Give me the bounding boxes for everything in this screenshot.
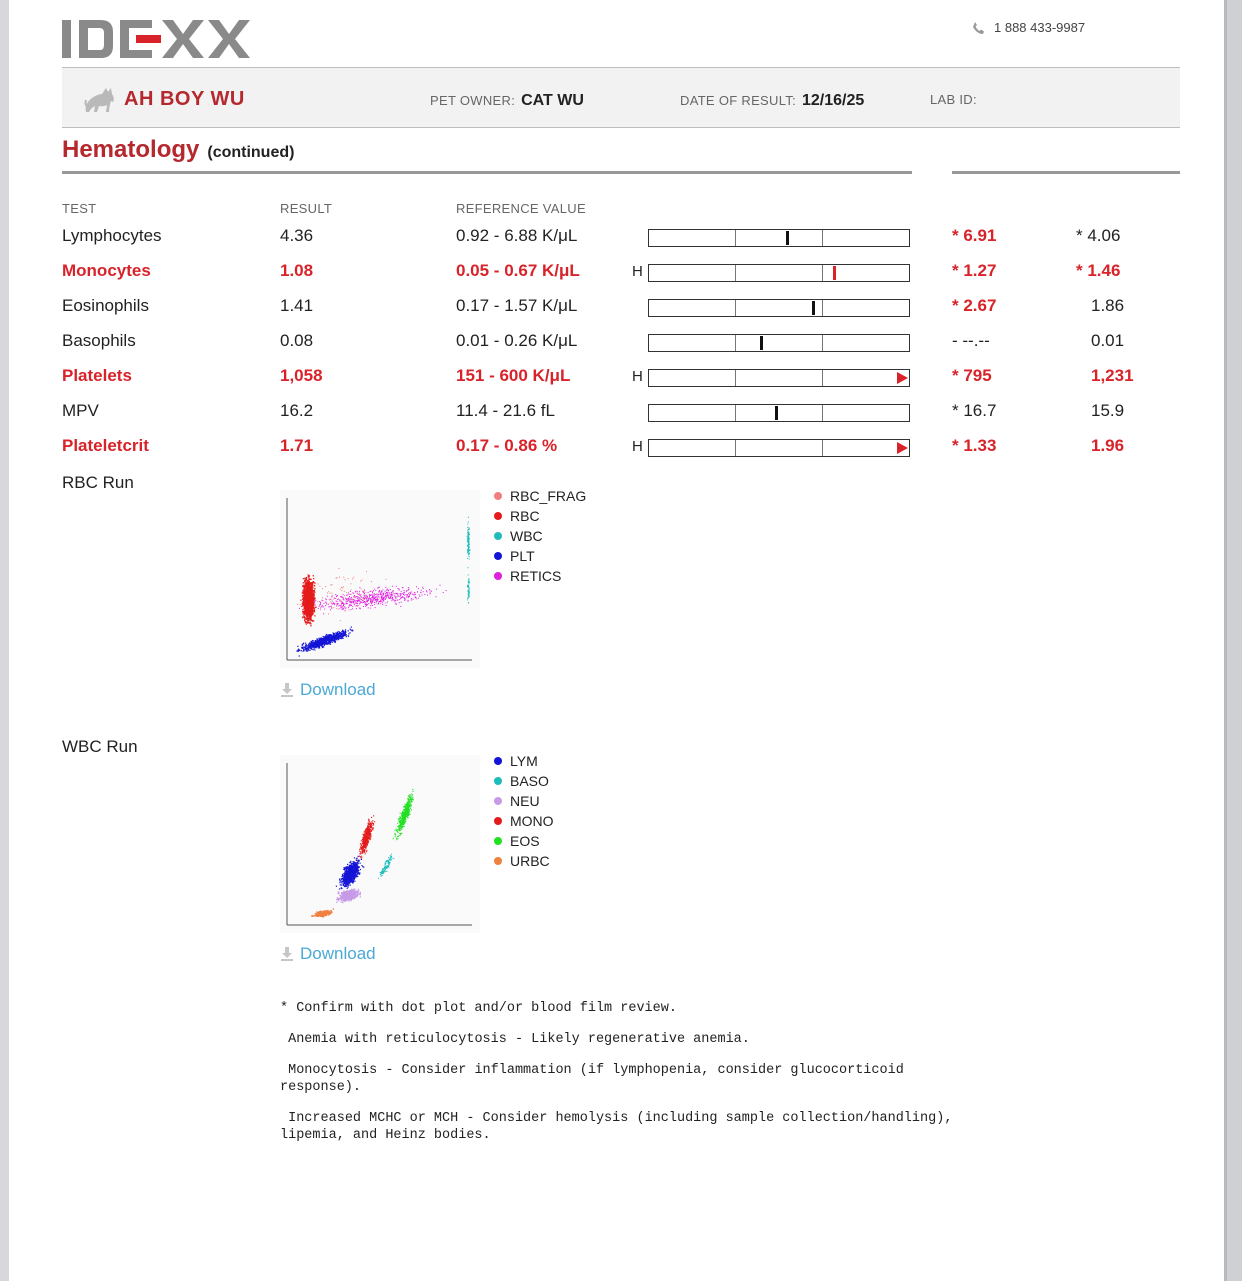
range-bar: [648, 229, 910, 247]
legend-label: RETICS: [510, 568, 562, 584]
column-header-test: TEST: [62, 201, 97, 216]
legend-dot-icon: [494, 492, 502, 500]
date-of-result: [680, 92, 864, 110]
reference-range: 11.4 - 21.6 fL: [456, 401, 555, 420]
result-value: 1.08: [280, 261, 314, 280]
result-marker: [760, 336, 763, 350]
history-value-2: 1.86: [1091, 296, 1125, 315]
legend-dot-icon: [494, 837, 502, 845]
table-row: [0, 325, 1242, 360]
phone-contact[interactable]: [972, 20, 1085, 35]
note-monocytosis: Monocytosis - Consider inflammation (if lymphopenia, consider glucocorticoid response).: [280, 1063, 912, 1095]
history-value-1: * 795: [952, 366, 992, 385]
result-value: 1,058: [280, 366, 323, 385]
legend-item: [494, 751, 554, 771]
note-confirm: * Confirm with dot plot and/or blood film review.: [280, 1001, 677, 1016]
history-value-1: * 1.33: [952, 436, 997, 455]
legend-label: PLT: [510, 548, 535, 564]
table-row: [0, 290, 1242, 325]
legend-label: NEU: [510, 793, 540, 809]
patient-name: AH BOY WU: [124, 88, 245, 110]
patient-info-bar: [62, 67, 1180, 128]
history-value-1: * 16.7: [952, 401, 997, 420]
range-divider: [822, 265, 823, 281]
wbc-legend: [494, 751, 554, 871]
cat-icon: [82, 82, 118, 114]
wbc-dot-plot: [280, 755, 480, 933]
legend-item: [494, 791, 554, 811]
legend-item: [494, 546, 586, 566]
table-row: [0, 255, 1242, 290]
legend-item: [494, 526, 586, 546]
legend-dot-icon: [494, 777, 502, 785]
reference-range: 0.17 - 1.57 K/μL: [456, 296, 578, 315]
rbc-download-link[interactable]: [280, 680, 376, 700]
reference-range: 0.01 - 0.26 K/μL: [456, 331, 578, 350]
reference-range: 0.05 - 0.67 K/μL: [456, 261, 580, 280]
interpretation-notes: [280, 1000, 960, 1158]
legend-item: [494, 566, 586, 586]
legend-label: URBC: [510, 853, 550, 869]
test-name: Monocytes: [62, 261, 151, 280]
range-divider: [735, 300, 736, 316]
history-value-1: * 1.27: [952, 261, 997, 280]
result-marker: [775, 406, 778, 420]
high-flag: H: [632, 368, 643, 385]
rbc-legend: [494, 486, 586, 586]
download-icon: [280, 682, 294, 698]
column-header-result: RESULT: [280, 201, 333, 216]
history-value-2: 1,231: [1091, 366, 1134, 385]
idexx-logo: [62, 20, 258, 60]
range-bar: [648, 264, 910, 282]
range-divider: [735, 335, 736, 351]
range-divider: [822, 370, 823, 386]
legend-item: [494, 831, 554, 851]
pet-owner: [430, 92, 584, 110]
result-marker: [786, 231, 789, 245]
history-value-2: * 4.06: [1076, 226, 1121, 245]
legend-item: [494, 771, 554, 791]
result-marker: [812, 301, 815, 315]
reference-range: 0.92 - 6.88 K/μL: [456, 226, 578, 245]
legend-dot-icon: [494, 857, 502, 865]
legend-item: [494, 811, 554, 831]
lab-id-label: LAB ID:: [930, 92, 977, 107]
pet-owner-value: CAT WU: [521, 92, 584, 109]
range-divider: [735, 405, 736, 421]
wbc-download-label: Download: [300, 944, 376, 963]
range-divider: [735, 370, 736, 386]
legend-label: RBC_FRAG: [510, 488, 587, 504]
legend-item: [494, 851, 554, 871]
result-value: 4.36: [280, 226, 314, 245]
phone-number: 1 888 433-9987: [994, 20, 1086, 35]
range-bar: [648, 369, 910, 387]
legend-label: MONO: [510, 813, 554, 829]
history-value-2: 15.9: [1091, 401, 1125, 420]
test-name: Basophils: [62, 331, 136, 350]
range-divider: [735, 230, 736, 246]
history-value-2: 0.01: [1091, 331, 1125, 350]
rbc-dot-plot: [280, 490, 480, 668]
table-row: [0, 360, 1242, 395]
legend-dot-icon: [494, 797, 502, 805]
section-divider: [62, 171, 912, 174]
result-marker: [833, 266, 836, 280]
history-value-1: * 2.67: [952, 296, 997, 315]
history-value-1: - --.--: [952, 331, 990, 350]
range-divider: [735, 265, 736, 281]
history-divider: [952, 171, 1180, 174]
legend-dot-icon: [494, 572, 502, 580]
wbc-download-link[interactable]: [280, 944, 376, 964]
range-bar: [648, 439, 910, 457]
legend-dot-icon: [494, 512, 502, 520]
lab-id: [930, 92, 977, 107]
range-divider: [822, 440, 823, 456]
page-scrollbar[interactable]: [1224, 0, 1242, 1281]
result-value: 0.08: [280, 331, 314, 350]
legend-label: LYM: [510, 753, 538, 769]
test-name: Platelets: [62, 366, 132, 385]
legend-dot-icon: [494, 552, 502, 560]
phone-icon: [972, 21, 986, 35]
legend-item: [494, 486, 586, 506]
rbc-run-label: RBC Run: [62, 473, 134, 492]
test-name: Plateletcrit: [62, 436, 149, 455]
high-flag: H: [632, 263, 643, 280]
note-mchc: Increased MCHC or MCH - Consider hemolysis (including sample collection/handling), lipemia, and Heinz bodies.: [280, 1111, 961, 1143]
range-divider: [822, 335, 823, 351]
reference-range: 151 - 600 K/μL: [456, 366, 571, 385]
range-bar: [648, 299, 910, 317]
result-value: 1.41: [280, 296, 314, 315]
range-bar: [648, 334, 910, 352]
test-name: MPV: [62, 401, 99, 420]
date-label: DATE OF RESULT:: [680, 93, 796, 108]
legend-label: RBC: [510, 508, 540, 524]
note-anemia: Anemia with reticulocytosis - Likely regenerative anemia.: [280, 1032, 750, 1047]
range-divider: [822, 405, 823, 421]
result-value: 1.71: [280, 436, 314, 455]
out-of-range-arrow-icon: [897, 372, 908, 384]
rbc-download-label: Download: [300, 680, 376, 699]
column-header-reference: REFERENCE VALUE: [456, 201, 586, 216]
result-value: 16.2: [280, 401, 314, 420]
legend-dot-icon: [494, 817, 502, 825]
range-divider: [822, 230, 823, 246]
wbc-run-label: WBC Run: [62, 737, 138, 756]
legend-label: EOS: [510, 833, 540, 849]
high-flag: H: [632, 438, 643, 455]
out-of-range-arrow-icon: [897, 442, 908, 454]
section-subtitle: (continued): [207, 144, 295, 161]
section-title: [62, 136, 294, 164]
reference-range: 0.17 - 0.86 %: [456, 436, 558, 455]
range-bar: [648, 404, 910, 422]
test-name: Lymphocytes: [62, 226, 162, 245]
page-edge-left: [0, 0, 9, 1281]
download-icon: [280, 946, 294, 962]
table-row: [0, 220, 1242, 255]
legend-label: WBC: [510, 528, 543, 544]
legend-dot-icon: [494, 532, 502, 540]
history-value-2: * 1.46: [1076, 261, 1121, 280]
date-value: 12/16/25: [801, 92, 865, 109]
range-divider: [822, 300, 823, 316]
legend-item: [494, 506, 586, 526]
history-value-1: * 6.91: [952, 226, 997, 245]
section-title-text: Hematology: [62, 136, 200, 163]
table-row: [0, 395, 1242, 430]
legend-label: BASO: [510, 773, 549, 789]
test-name: Eosinophils: [62, 296, 149, 315]
legend-dot-icon: [494, 757, 502, 765]
pet-owner-label: PET OWNER:: [430, 93, 516, 108]
range-divider: [735, 440, 736, 456]
table-row: [0, 430, 1242, 465]
history-value-2: 1.96: [1091, 436, 1125, 455]
